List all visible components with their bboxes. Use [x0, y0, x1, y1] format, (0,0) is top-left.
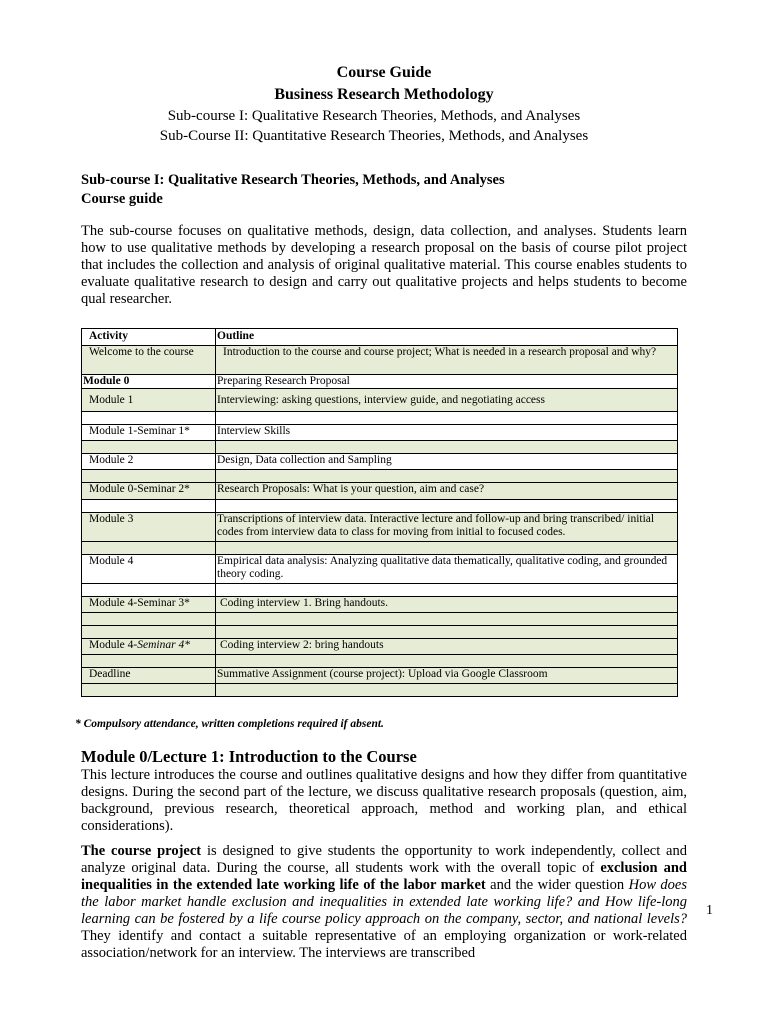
table-row: [82, 375, 678, 389]
activity-cell: [82, 639, 216, 655]
section-subheading: Course guide: [81, 191, 163, 207]
table-row: [82, 668, 678, 684]
sub-course-1-line: Sub-course I: Qualitative Research Theories, Methods, and Analyses: [167, 108, 581, 124]
table-row: [82, 346, 678, 375]
activity-cell: [82, 542, 216, 555]
table-row: [82, 470, 678, 483]
outline-cell: Interview Skills: [216, 425, 678, 441]
table-header-row: [82, 329, 678, 346]
outline-cell: Introduction to the course and course project; What is needed in a research proposal and why?: [216, 346, 678, 375]
module-heading: Module 0/Lecture 1: Introduction to the Course: [81, 747, 417, 766]
activity-cell: [82, 470, 216, 483]
outline-cell: [216, 655, 678, 668]
outline-cell: Empirical data analysis: Analyzing qualitative data thematically, qualitative coding, and grounded theory coding.: [216, 555, 678, 584]
column-header-outline: Outline: [216, 329, 678, 346]
table-row: [82, 412, 678, 425]
course-title: Business Research Methodology: [274, 86, 494, 103]
activity-cell: [82, 584, 216, 597]
activity-text: Module 4: [89, 639, 134, 651]
activity-cell: Deadline: [82, 668, 216, 684]
outline-cell: Coding interview 2: bring handouts: [216, 639, 678, 655]
outline-cell: Coding interview 1. Bring handouts.: [216, 597, 678, 613]
bold-phrase: The course project: [81, 843, 202, 859]
activity-text-italic: -Seminar 4*: [133, 639, 190, 651]
outline-cell: [216, 441, 678, 454]
table-row: [82, 655, 678, 668]
activity-cell: [82, 684, 216, 697]
outline-cell: [216, 500, 678, 513]
outline-cell: [216, 542, 678, 555]
page-number: 1: [706, 903, 713, 918]
outline-cell: Transcriptions of interview data. Interactive lecture and follow-up and bring transcribed/ initial codes from interview data to class for moving from initial to focused codes.: [216, 513, 678, 542]
activity-cell: [82, 613, 216, 626]
table-row: [82, 513, 678, 542]
activity-cell: Module 1-Seminar 1*: [82, 425, 216, 441]
module-paragraph-1: This lecture introduces the course and outlines qualitative designs and how they differ from quantitative designs. During the second part of the lecture, we discuss qualitative research proposals (question, aim, background, previous research, theoretical approach, method and working plan, and ethical considerations).: [81, 767, 687, 834]
intro-paragraph: The sub-course focuses on qualitative methods, design, data collection, and analyses. Students learn how to use qualitative methods by developing a research proposal on the basis of course pilot project that includes the collection and analysis of original qualitative material. This course enables students to evaluate qualitative research to design and carry out qualitative projects and helps students to become qual researcher.: [81, 223, 687, 307]
module-paragraph-2: [81, 843, 687, 962]
bold-phrase: exclusion and inequalities in the extended late working life of the labor market: [81, 860, 687, 893]
paragraph-text: They identify and contact a suitable representative of an employing organization or work-related association/network for an interview. The interviews are transcribed: [81, 928, 687, 961]
document-title: Course Guide: [336, 64, 432, 81]
outline-cell: [216, 613, 678, 626]
activity-cell: [82, 412, 216, 425]
table-row: [82, 555, 678, 584]
outline-cell: [216, 684, 678, 697]
table-row: [82, 425, 678, 441]
outline-cell: [216, 470, 678, 483]
outline-cell: Design, Data collection and Sampling: [216, 454, 678, 470]
table-row: [82, 441, 678, 454]
outline-cell: [216, 412, 678, 425]
course-outline-table: [81, 328, 678, 697]
activity-cell: Module 4-Seminar 3*: [82, 597, 216, 613]
outline-cell: [216, 584, 678, 597]
activity-cell: [82, 441, 216, 454]
outline-cell: Research Proposals: What is your question, aim and case?: [216, 483, 678, 500]
outline-cell: Interviewing: asking questions, interview guide, and negotiating access: [216, 389, 678, 412]
activity-cell: Welcome to the course: [82, 346, 216, 375]
activity-cell: [82, 655, 216, 668]
activity-cell: Module 4: [82, 555, 216, 584]
activity-cell: Module 3: [82, 513, 216, 542]
table-row: [82, 626, 678, 639]
sub-course-2-line: Sub-Course II: Quantitative Research Theories, Methods, and Analyses: [159, 128, 589, 144]
activity-cell: [82, 626, 216, 639]
activity-cell: Module 0: [82, 375, 216, 389]
paragraph-text: and the wider question: [485, 877, 629, 893]
outline-cell: [216, 626, 678, 639]
section-heading: Sub-course I: Qualitative Research Theories, Methods, and Analyses: [81, 172, 505, 188]
table-row: [82, 542, 678, 555]
table-row: [82, 639, 678, 655]
table-row: [82, 500, 678, 513]
table-row: [82, 454, 678, 470]
activity-cell: [82, 500, 216, 513]
outline-cell: Summative Assignment (course project): Upload via Google Classroom: [216, 668, 678, 684]
activity-cell: Module 1: [82, 389, 216, 412]
paragraph-text: is designed to give students the opportunity to work independently, collect and analyze original data. During the course, all students work with the overall topic of: [81, 843, 687, 876]
table-row: [82, 389, 678, 412]
table-row: [82, 613, 678, 626]
table-row: [82, 483, 678, 500]
outline-cell: Preparing Research Proposal: [216, 375, 678, 389]
activity-cell: Module 0-Seminar 2*: [82, 483, 216, 500]
table-footnote: * Compulsory attendance, written completions required if absent.: [75, 718, 384, 730]
table-row: [82, 584, 678, 597]
italic-question: How does the labor market handle exclusion and inequalities in extended late working life? and How life-long learning can be fostered by a life course policy approach on the company, sector, and national levels?: [81, 877, 687, 927]
table-row: [82, 597, 678, 613]
column-header-activity: Activity: [82, 329, 216, 346]
activity-cell: Module 2: [82, 454, 216, 470]
table-row: [82, 684, 678, 697]
